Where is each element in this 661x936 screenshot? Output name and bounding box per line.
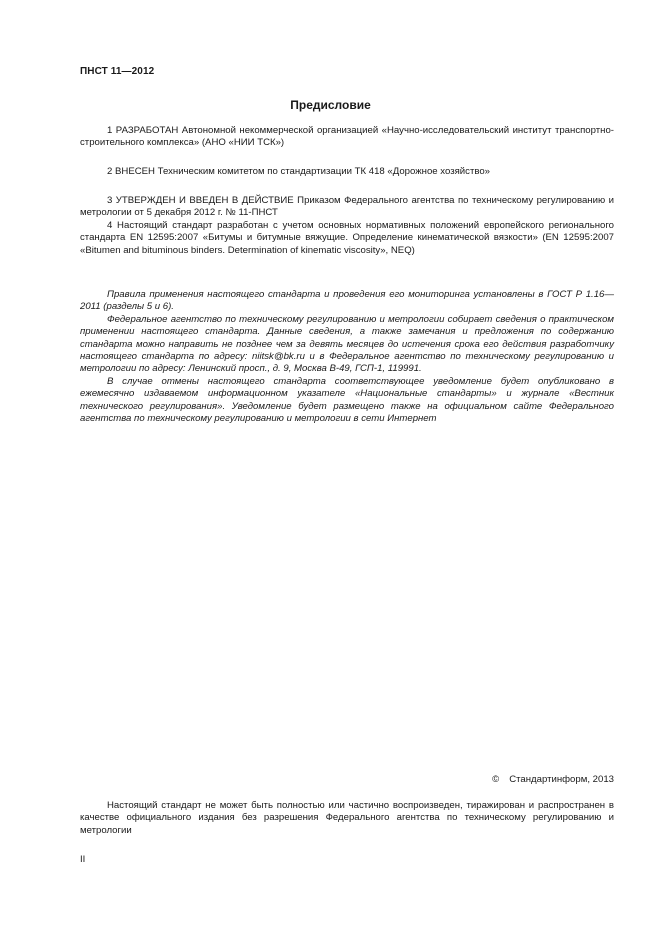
copyright-icon: © [492, 774, 500, 785]
item-1-text: 1 РАЗРАБОТАН Автономной некоммерческой организацией «Научно-исследовательский институт транспортно-строительного комплекса» (АНО «НИИ ТСК») [80, 125, 614, 149]
item-2 [80, 166, 614, 178]
footer-text: Настоящий стандарт не может быть полностью или частично воспроизведен, тиражирован и распространен в качестве официального издания без разрешения Федерального агентства по техническому регулированию и метрологии [80, 800, 614, 836]
footer-notice [80, 800, 614, 837]
item-1 [80, 125, 614, 150]
item-4-text: 4 Настоящий стандарт разработан с учетом основных нормативных положений европейского регионального стандарта EN 12595:2007 «Битумы и битумные вяжущие. Определение кинематической вязкости» (EN 12595:2007 «Bitumen and bituminous binders. Determination of kinematic viscosity», NEQ) [80, 219, 614, 256]
document-id: ПНСТ 11—2012 [80, 66, 155, 77]
page-title: Предисловие [290, 98, 371, 112]
item-2-text: 2 ВНЕСЕН Техническим комитетом по стандартизации ТК 418 «Дорожное хозяйство» [107, 166, 491, 177]
item-3-4 [80, 195, 614, 257]
notice-paragraph: В случае отмены настоящего стандарта соответствующее уведомление будет опубликовано в ежемесячно издаваемом информационном указателе «Национальные стандарты» и журнале «Вестник технического регулирования». Уведомление будет размещено также на официальном сайте Федерального агентства по техническому регулированию и метрологии в сети Интернет [80, 375, 614, 425]
notice-paragraph: Федеральное агентство по техническому регулированию и метрологии собирает сведения о практическом применении настоящего стандарта. Данные сведения, а также замечания и предложения по содержанию стандарта можно направить не позднее чем за девять месяцев до истечения срока его действия разработчику настоящего стандарта по адресу: niitsk@bk.ru и в Федеральное агентство по техническому регулированию и метрологии по адресу: Ленинский просп., д. 9, Москва В-49, ГСП-1, 119991. [80, 313, 614, 375]
copyright-text: Стандартинформ, 2013 [509, 774, 614, 785]
notice-paragraph: Правила применения настоящего стандарта и проведения его мониторинга установлены в ГОСТ Р 1.16—2011 (разделы 5 и 6). [80, 289, 614, 313]
copyright-line [492, 774, 614, 785]
item-3-text: 3 УТВЕРЖДЕН И ВВЕДЕН В ДЕЙСТВИЕ Приказом Федерального агентства по техническому регулированию и метрологии от 5 декабря 2012 г. № 11-ПНСТ [80, 195, 614, 219]
page-number: II [80, 854, 86, 865]
notice-block [80, 289, 614, 425]
